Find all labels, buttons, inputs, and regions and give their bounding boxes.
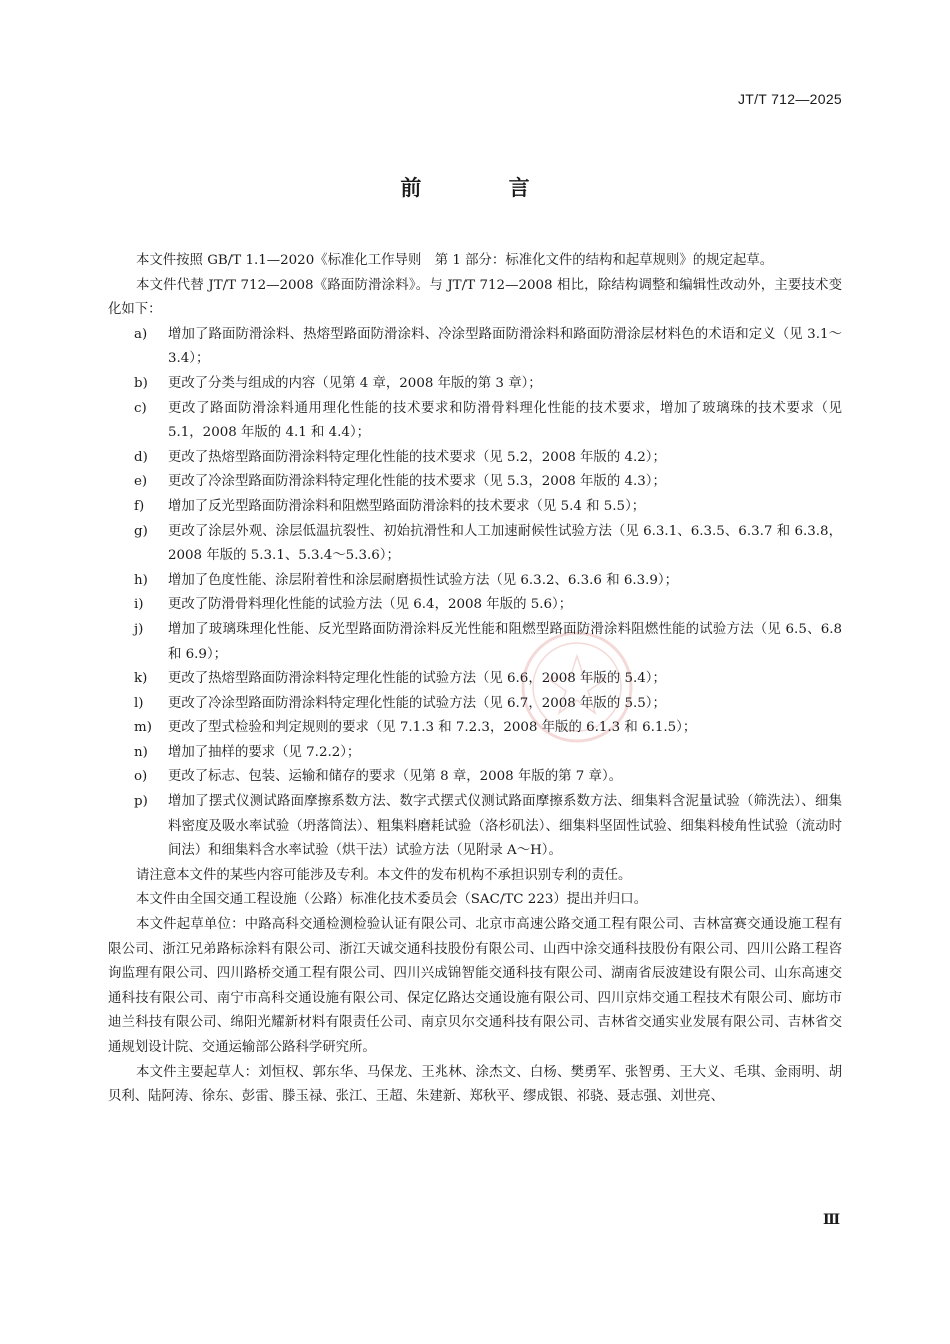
paragraph: 本文件主要起草人：刘恒权、郭东华、马保龙、王兆林、涂杰文、白杨、樊勇军、张智勇、王大义、毛琪、金雨明、胡贝利、陆阿涛、徐东、彭雷、滕玉禄、张江、王超、朱建新、郑秋平、缪成银、祁骁、聂志强、刘世亮、 [108, 1064, 842, 1105]
list-marker: k) [134, 671, 148, 687]
list-marker: a) [134, 326, 148, 342]
list-item-text: 增加了路面防滑涂料、热熔型路面防滑涂料、冷涂型路面防滑涂料和路面防滑涂层材料色的术语和定义（见 3.1～3.4）； [168, 326, 842, 367]
list-item [108, 692, 842, 717]
list-item-text: 更改了型式检验和判定规则的要求（见 7.1.3 和 7.2.3，2008 年版的 6.1.3 和 6.1.5）； [168, 720, 697, 736]
document-body [108, 249, 842, 1110]
list-marker: e) [134, 474, 148, 490]
list-item-text: 更改了冷涂型路面防滑涂料特定理化性能的试验方法（见 6.7，2008 年版的 5.5）； [168, 695, 666, 711]
list-marker: o) [134, 769, 148, 785]
list-item [108, 593, 842, 618]
list-item [108, 741, 842, 766]
list-marker: f) [134, 498, 145, 514]
list-item [108, 716, 842, 741]
paragraph: 本文件代替 JT/T 712—2008《路面防滑涂料》。与 JT/T 712—2008 相比，除结构调整和编辑性改动外，主要技术变化如下： [108, 277, 842, 318]
list-item-text: 增加了摆式仪测试路面摩擦系数方法、数字式摆式仪测试路面摩擦系数方法、细集料含泥量试验（筛洗法）、细集料密度及吸水率试验（坍落筒法）、粗集料磨耗试验（洛杉矶法）、细集料坚固性试验、细集料棱角性试验（流动时间法）和细集料含水率试验（烘干法）试验方法（见附录 A～H）。 [168, 794, 842, 859]
document-code: JT/T 712—2025 [737, 91, 842, 107]
list-item [108, 397, 842, 446]
list-item [108, 446, 842, 471]
list-item [108, 569, 842, 594]
page-title: 前 言 [400, 176, 570, 200]
paragraph: 本文件起草单位：中路高科交通检测检验认证有限公司、北京市高速公路交通工程有限公司、吉林富赛交通设施工程有限公司、浙江兄弟路标涂料有限公司、浙江天诚交通科技股份有限公司、山西中涂交通科技股份有限公司、四川公路工程咨询监理有限公司、四川路桥交通工程有限公司、四川兴成锦智能交通科技有限公司、湖南省辰波建设有限公司、山东高速交通科技有限公司、南宁市高科交通设施有限公司、保定亿路达交通设施有限公司、四川京炜交通工程技术有限公司、廊坊市迪兰科技有限公司、绵阳光耀新材料有限责任公司、南京贝尔交通科技有限公司、吉林省交通实业发展有限公司、吉林省交通规划设计院、交通运输部公路科学研究所。 [108, 917, 842, 1055]
list-item [108, 520, 842, 569]
list-marker: m) [134, 720, 152, 736]
list-item [108, 372, 842, 397]
list-marker: l) [134, 695, 144, 711]
paragraph: 本文件按照 GB/T 1.1—2020《标准化工作导则 第 1 部分：标准化文件的结构和起草规则》的规定起草。 [136, 253, 774, 268]
list-item [108, 495, 842, 520]
list-item [108, 470, 842, 495]
list-item-text: 更改了路面防滑涂料通用理化性能的技术要求和防滑骨料理化性能的技术要求，增加了玻璃珠的技术要求（见 5.1，2008 年版的 4.1 和 4.4）； [168, 400, 842, 441]
list-item-text: 更改了热熔型路面防滑涂料特定理化性能的技术要求（见 5.2，2008 年版的 4.2）； [168, 449, 666, 465]
list-marker: d) [134, 449, 148, 465]
list-item-text: 更改了标志、包装、运输和储存的要求（见第 8 章，2008 年版的第 7 章）。 [168, 769, 623, 785]
list-item-text: 更改了分类与组成的内容（见第 4 章，2008 年版的第 3 章）； [168, 375, 542, 391]
page-number: Ⅲ [822, 1212, 840, 1228]
list-marker: n) [134, 744, 148, 760]
list-marker: b) [134, 375, 148, 391]
list-item [108, 667, 842, 692]
list-item-text: 更改了冷涂型路面防滑涂料特定理化性能的技术要求（见 5.3，2008 年版的 4.3）； [168, 474, 666, 490]
list-item-text: 增加了玻璃珠理化性能、反光型路面防滑涂料反光性能和阻燃型路面防滑涂料阻燃性能的试验方法（见 6.5、6.8 和 6.9）； [168, 621, 842, 662]
list-marker: j) [134, 621, 144, 637]
list-marker: c) [134, 400, 147, 416]
list-item-text: 更改了防滑骨料理化性能的试验方法（见 6.4，2008 年版的 5.6）； [168, 597, 573, 613]
list-item-text: 更改了热熔型路面防滑涂料特定理化性能的试验方法（见 6.6，2008 年版的 5.4）； [168, 671, 666, 687]
paragraph: 请注意本文件的某些内容可能涉及专利。本文件的发布机构不承担识别专利的责任。 [136, 867, 632, 883]
paragraph: 本文件由全国交通工程设施（公路）标准化技术委员会（SAC/TC 223）提出并归口。 [136, 892, 648, 908]
list-marker: i) [134, 597, 144, 613]
change-list [108, 323, 842, 864]
list-item-text: 更改了涂层外观、涂层低温抗裂性、初始抗滑性和人工加速耐候性试验方法（见 6.3.1、6.3.5、6.3.7 和 6.3.8，2008 年版的 5.3.1、5.3.4～5.3.6）； [168, 523, 842, 564]
list-marker: h) [134, 572, 148, 588]
list-marker: g) [134, 523, 148, 539]
list-marker: p) [134, 794, 148, 810]
list-item [108, 790, 842, 864]
list-item-text: 增加了反光型路面防滑涂料和阻燃型路面防滑涂料的技术要求（见 5.4 和 5.5）； [168, 498, 646, 514]
list-item [108, 323, 842, 372]
list-item [108, 765, 842, 790]
list-item [108, 618, 842, 667]
list-item-text: 增加了抽样的要求（见 7.2.2）； [168, 744, 361, 760]
list-item-text: 增加了色度性能、涂层附着性和涂层耐磨损性试验方法（见 6.3.2、6.3.6 和 6.3.9）； [168, 572, 679, 588]
